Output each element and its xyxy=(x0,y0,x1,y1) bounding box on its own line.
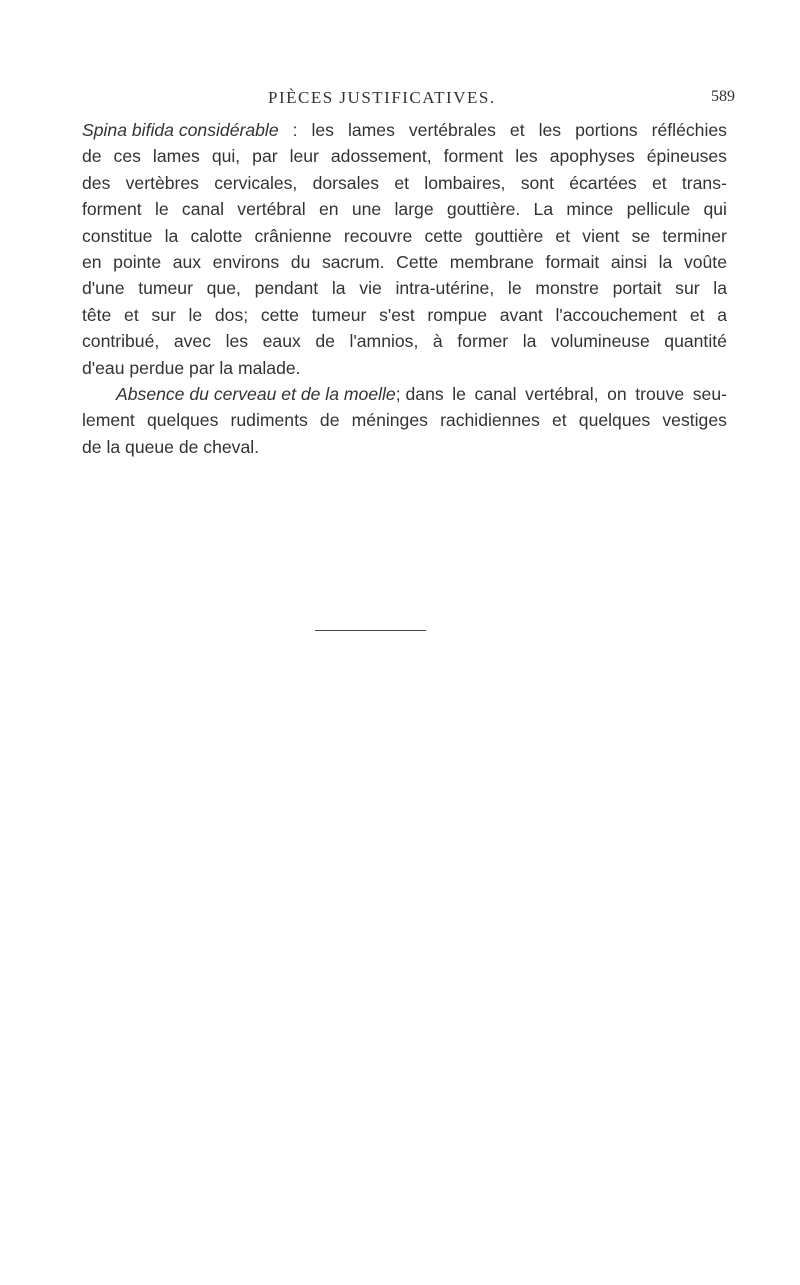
text-line: lement quelques rudiments de méninges rachidiennes et quelques vestiges xyxy=(82,410,727,431)
running-title: PIÈCES JUSTIFICATIVES. xyxy=(268,88,496,107)
italic-lead: Absence du cerveau et de la moelle xyxy=(116,383,396,404)
footnote-rule xyxy=(315,630,426,631)
text-line: constitue la calotte crânienne recouvre cette gouttière et vient se terminer xyxy=(82,225,727,246)
italic-lead: Spina bifida considérable xyxy=(82,120,279,140)
running-header xyxy=(0,88,800,112)
page-number: 589 xyxy=(711,88,735,105)
text-line: Absence du cerveau et de la moelle; dans le canal vertébral, on trouve seu- xyxy=(116,383,727,404)
text-line: d'eau perdue par la malade. xyxy=(82,357,301,378)
text-line: d'une tumeur que, pendant la vie intra-utérine, le monstre portait sur la xyxy=(82,278,727,299)
text-line: forment le canal vertébral en une large gouttière. La mince pellicule qui xyxy=(82,199,727,220)
text-line: Spina bifida considérable : les lames vertébrales et les portions réfléchies xyxy=(82,120,727,140)
text-line: des vertèbres cervicales, dorsales et lombaires, sont écartées et trans- xyxy=(82,172,727,193)
text-line: tête et sur le dos; cette tumeur s'est rompue avant l'accouchement et a xyxy=(82,304,727,325)
text-line: de la queue de cheval. xyxy=(82,436,260,457)
text-line: de ces lames qui, par leur adossement, forment les apophyses épineuses xyxy=(82,146,727,167)
text-line: contribué, avec les eaux de l'amnios, à former la volumineuse quantité xyxy=(82,331,727,352)
text-line: en pointe aux environs du sacrum. Cette membrane formait ainsi la voûte xyxy=(82,251,727,272)
body-text xyxy=(82,117,727,460)
